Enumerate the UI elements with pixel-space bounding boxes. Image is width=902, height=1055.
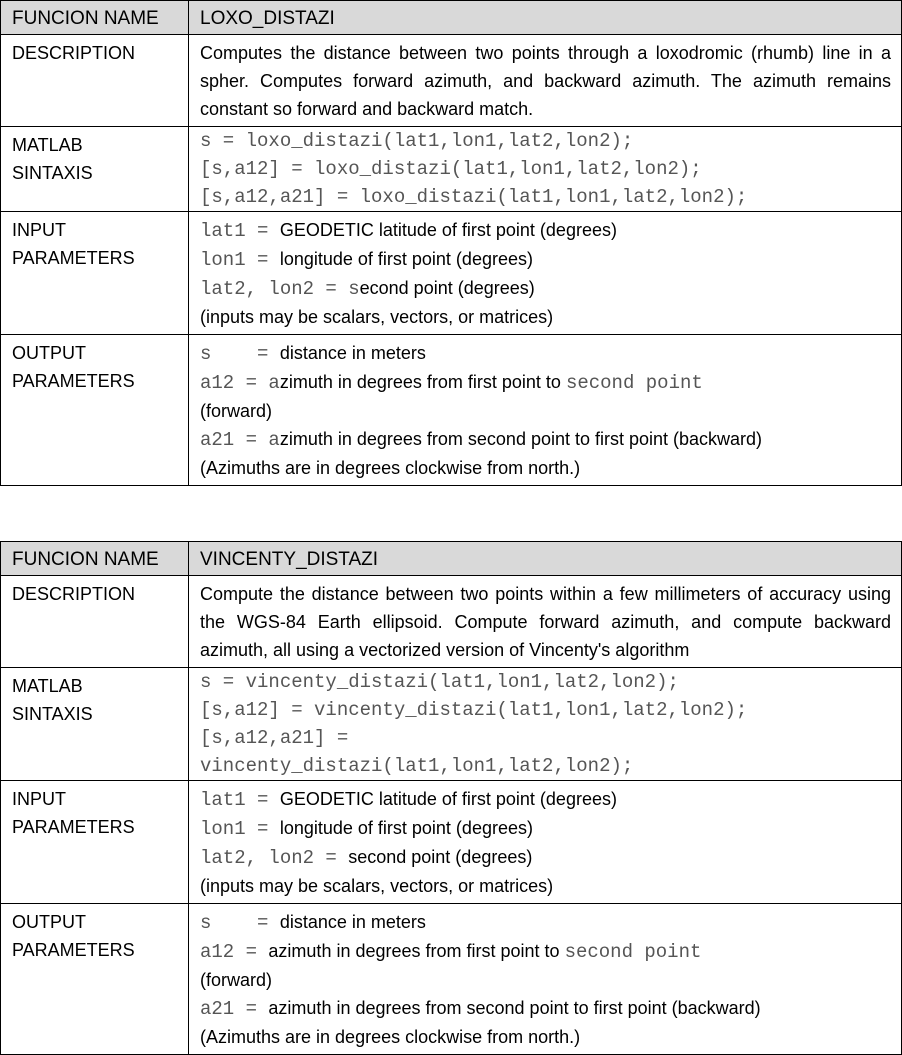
syntax-label bbox=[1, 127, 189, 212]
param-code: lat2, lon2 = s bbox=[200, 278, 360, 300]
output-param bbox=[200, 908, 891, 937]
header-row bbox=[1, 1, 902, 35]
param-code: a21 = bbox=[200, 998, 269, 1020]
output-note: (Azimuths are in degrees clockwise from north.) bbox=[200, 1027, 581, 1047]
syntax-line: [s,a12,a21] = loxo_distazi(lat1,lon1,lat2,lon2); bbox=[200, 186, 748, 208]
input-param bbox=[200, 814, 891, 843]
output-label-line-2: PARAMETERS bbox=[12, 940, 135, 960]
input-label-line-1: INPUT bbox=[12, 789, 66, 809]
syntax-label-line-2: SINTAXIS bbox=[12, 704, 93, 724]
syntax-label-line-2: SINTAXIS bbox=[12, 163, 93, 183]
param-desc: GEODETIC latitude of first point (degrees) bbox=[279, 220, 617, 240]
param-code: lon1 = bbox=[200, 818, 280, 840]
syntax-line: [s,a12] = vincenty_distazi(lat1,lon1,lat2,lon2); bbox=[200, 699, 748, 721]
description-row bbox=[1, 35, 902, 127]
description-label: DESCRIPTION bbox=[1, 35, 189, 127]
output-note: (Azimuths are in degrees clockwise from north.) bbox=[200, 458, 581, 478]
input-label-line-1: INPUT bbox=[12, 220, 66, 240]
param-desc: distance in meters bbox=[279, 912, 426, 932]
description-label: DESCRIPTION bbox=[1, 576, 189, 668]
header-row bbox=[1, 542, 902, 576]
output-row bbox=[1, 904, 902, 1055]
function-table-vincenty bbox=[0, 541, 902, 1055]
param-code: lon1 = bbox=[200, 249, 280, 271]
output-label bbox=[1, 904, 189, 1055]
input-row bbox=[1, 781, 902, 904]
output-param bbox=[200, 339, 891, 368]
syntax-row bbox=[1, 127, 902, 212]
param-code: s = bbox=[200, 343, 280, 365]
param-desc: azimuth in degrees from second point to first point (backward) bbox=[268, 998, 761, 1018]
param-desc: longitude of first point (degrees) bbox=[279, 818, 533, 838]
output-params bbox=[189, 904, 902, 1055]
syntax-code bbox=[189, 668, 902, 781]
output-param bbox=[200, 994, 891, 1023]
param-desc: longitude of first point (degrees) bbox=[279, 249, 533, 269]
param-code: s = bbox=[200, 912, 280, 934]
output-row bbox=[1, 335, 902, 486]
param-desc: distance in meters bbox=[279, 343, 426, 363]
input-label-line-2: PARAMETERS bbox=[12, 817, 135, 837]
param-desc: azimuth in degrees from first point to bbox=[268, 941, 565, 961]
input-label bbox=[1, 781, 189, 904]
param-desc: zimuth in degrees from second point to first point (backward) bbox=[279, 429, 763, 449]
output-label bbox=[1, 335, 189, 486]
param-code: a12 = a bbox=[200, 372, 280, 394]
param-desc: zimuth in degrees from first point to bbox=[279, 372, 566, 392]
function-table-loxo bbox=[0, 0, 902, 486]
param-code-inline: second point bbox=[565, 372, 703, 394]
output-param bbox=[200, 368, 891, 397]
output-param-cont: (forward) bbox=[200, 401, 273, 421]
output-param bbox=[200, 425, 891, 454]
funcion-name-label: FUNCION NAME bbox=[1, 542, 189, 576]
param-code: lat1 = bbox=[200, 789, 280, 811]
input-label-line-2: PARAMETERS bbox=[12, 248, 135, 268]
output-params bbox=[189, 335, 902, 486]
funcion-name-label: FUNCION NAME bbox=[1, 1, 189, 35]
input-note: (inputs may be scalars, vectors, or matrices) bbox=[200, 876, 554, 896]
syntax-line: s = vincenty_distazi(lat1,lon1,lat2,lon2); bbox=[200, 671, 679, 693]
param-desc: second point (degrees) bbox=[348, 847, 533, 867]
param-code: lat1 = bbox=[200, 220, 280, 242]
output-param-cont: (forward) bbox=[200, 970, 273, 990]
syntax-code bbox=[189, 127, 902, 212]
input-param bbox=[200, 245, 891, 274]
funcion-name-value: LOXO_DISTAZI bbox=[189, 1, 902, 35]
input-label bbox=[1, 212, 189, 335]
syntax-label bbox=[1, 668, 189, 781]
input-param bbox=[200, 216, 891, 245]
input-row bbox=[1, 212, 902, 335]
param-code-inline: second point bbox=[564, 941, 702, 963]
description-text: Computes the distance between two points through a loxodromic (rhumb) line in a spher. Computes forward azimuth, and backward azimuth. The azimuth remains constant so forward and backward match. bbox=[189, 35, 902, 127]
input-note: (inputs may be scalars, vectors, or matrices) bbox=[200, 307, 554, 327]
param-desc: GEODETIC latitude of first point (degrees) bbox=[279, 789, 617, 809]
funcion-name-value: VINCENTY_DISTAZI bbox=[189, 542, 902, 576]
param-code: a12 = bbox=[200, 941, 269, 963]
syntax-row bbox=[1, 668, 902, 781]
syntax-line: vincenty_distazi(lat1,lon1,lat2,lon2); bbox=[200, 755, 634, 777]
description-text: Compute the distance between two points within a few millimeters of accuracy using the WGS-84 Earth ellipsoid. Compute forward azimuth, and compute backward azimuth, all using a vectorized version of Vincenty's algorithm bbox=[189, 576, 902, 668]
output-label-line-1: OUTPUT bbox=[12, 912, 86, 932]
syntax-line: s = loxo_distazi(lat1,lon1,lat2,lon2); bbox=[200, 130, 634, 152]
param-code: lat2, lon2 = bbox=[200, 847, 349, 869]
input-param bbox=[200, 843, 891, 872]
input-param bbox=[200, 274, 891, 303]
input-params bbox=[189, 781, 902, 904]
syntax-line: [s,a12] = loxo_distazi(lat1,lon1,lat2,lon2); bbox=[200, 158, 702, 180]
output-param bbox=[200, 937, 891, 966]
input-param bbox=[200, 785, 891, 814]
param-desc: econd point (degrees) bbox=[359, 278, 535, 298]
syntax-label-line-1: MATLAB bbox=[12, 676, 83, 696]
input-params bbox=[189, 212, 902, 335]
output-label-line-1: OUTPUT bbox=[12, 343, 86, 363]
syntax-label-line-1: MATLAB bbox=[12, 135, 83, 155]
output-label-line-2: PARAMETERS bbox=[12, 371, 135, 391]
syntax-line: [s,a12,a21] = bbox=[200, 727, 349, 749]
description-row bbox=[1, 576, 902, 668]
param-code: a21 = a bbox=[200, 429, 280, 451]
